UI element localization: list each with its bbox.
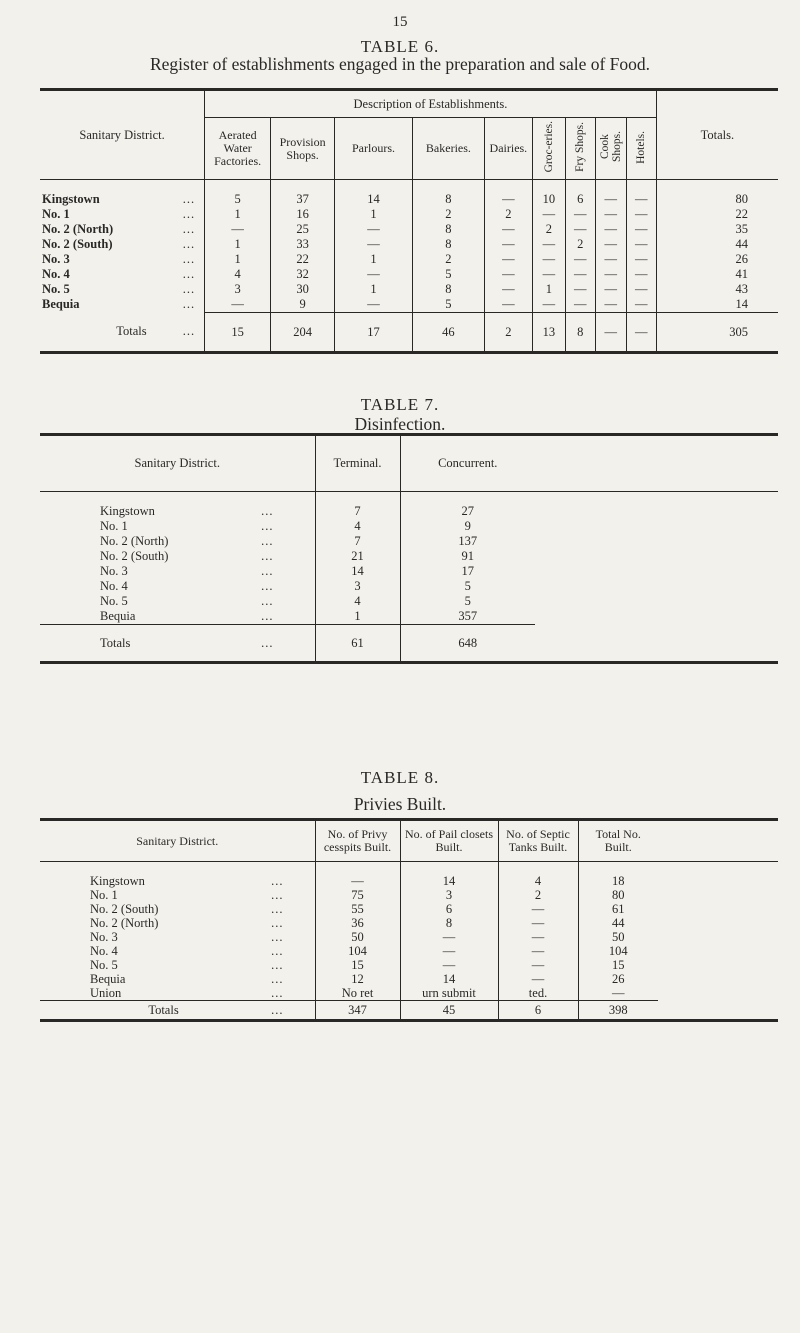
table-row: [40, 237, 778, 252]
district-name: Totals: [40, 625, 220, 663]
table8-title: TABLE 8.: [360, 768, 440, 787]
col-bakeries: Bakeries.: [412, 118, 484, 180]
leader-dots: ...: [182, 297, 196, 312]
value-cell: 22: [271, 252, 335, 267]
table-row: [40, 564, 778, 579]
table7-title: TABLE 7.: [360, 395, 440, 414]
value-cell: —: [595, 267, 626, 282]
value-cell: —: [484, 237, 532, 252]
district-name: No. 5: [90, 958, 118, 972]
district-name: No. 2 (North): [42, 222, 114, 236]
value-cell: 2: [565, 237, 595, 252]
table-row: [40, 972, 778, 986]
table-row: [40, 609, 778, 625]
value-cell: 204: [271, 313, 335, 353]
table-row: [40, 874, 778, 888]
value-cell: —: [335, 267, 413, 282]
leader-dots: ...: [271, 874, 284, 888]
value-cell: —: [626, 192, 656, 207]
district-name: No. 5: [100, 594, 128, 608]
value-cell: 8: [412, 282, 484, 297]
district-header: Sanitary District.: [79, 127, 165, 142]
pail-cell: 14: [400, 874, 498, 888]
col-aerated-water: Aerated Water Factories.: [205, 118, 271, 180]
leader-dots: ...: [271, 916, 284, 930]
district-name: No. 1: [42, 207, 70, 221]
table-row: [40, 958, 778, 972]
value-cell: —: [565, 222, 595, 237]
district-name: Kingstown: [42, 192, 100, 206]
row-total: 26: [656, 252, 778, 267]
district-name: No. 3: [100, 564, 128, 578]
leader-dots: ...: [261, 564, 274, 578]
value-cell: 2: [484, 207, 532, 222]
row-total: 22: [656, 207, 778, 222]
disinfection-table: [40, 433, 778, 664]
table-row: [40, 267, 778, 282]
district-name: No. 4: [100, 579, 128, 593]
terminal-cell: 7: [315, 504, 400, 519]
district-cell: [40, 237, 205, 252]
cesspits-cell: 104: [315, 944, 400, 958]
district-cell: [40, 313, 205, 353]
concurrent-cell: 5: [400, 594, 535, 609]
value-cell: 2: [412, 252, 484, 267]
value-cell: —: [532, 237, 565, 252]
value-cell: 10: [532, 192, 565, 207]
pail-cell: 45: [400, 1001, 498, 1021]
value-cell: —: [595, 237, 626, 252]
concurrent-cell: 27: [400, 504, 535, 519]
value-cell: —: [484, 282, 532, 297]
value-cell: 8: [565, 313, 595, 353]
terminal-cell: 61: [315, 625, 400, 663]
septic-cell: —: [498, 972, 578, 986]
value-cell: —: [595, 313, 626, 353]
district-cell: [40, 252, 205, 267]
total-cell: 104: [578, 944, 658, 958]
pail-cell: urn submit: [400, 986, 498, 1001]
leader-dots: ...: [182, 282, 196, 296]
terminal-cell: 14: [315, 564, 400, 579]
total-header: Total No. Built.: [578, 820, 658, 862]
concurrent-cell: 648: [400, 625, 535, 663]
value-cell: —: [532, 297, 565, 313]
row-total: 305: [656, 313, 778, 353]
pail-cell: —: [400, 944, 498, 958]
cesspits-cell: No ret: [315, 986, 400, 1001]
leader-dots: ...: [182, 207, 196, 221]
leader-dots: ...: [261, 519, 274, 533]
leader-dots: ...: [182, 237, 196, 251]
value-cell: 8: [412, 192, 484, 207]
district-name: Kingstown: [100, 504, 155, 518]
totals-row: [40, 1001, 778, 1021]
district-name: Union: [90, 986, 122, 1000]
table-row: [40, 252, 778, 267]
table6-subtitle: Register of establishments engaged in the preparation and sale of Food.: [149, 54, 651, 74]
leader-dots: ...: [261, 609, 274, 623]
concurrent-cell: 357: [400, 609, 535, 625]
value-cell: 15: [205, 313, 271, 353]
value-cell: 5: [412, 267, 484, 282]
page-number: 15: [392, 14, 408, 30]
district-name: No. 2 (South): [90, 902, 159, 916]
value-cell: 9: [271, 297, 335, 313]
col-cook-shops: Cook Shops.: [595, 118, 626, 180]
leader-dots: ...: [261, 504, 274, 518]
table-row: [40, 944, 778, 958]
table-row: [40, 297, 778, 313]
district-name: No. 1: [90, 888, 118, 902]
value-cell: 46: [412, 313, 484, 353]
total-cell: —: [578, 986, 658, 1001]
row-total: 44: [656, 237, 778, 252]
value-cell: 8: [412, 222, 484, 237]
concurrent-cell: 5: [400, 579, 535, 594]
total-cell: 50: [578, 930, 658, 944]
total-cell: 61: [578, 902, 658, 916]
value-cell: —: [595, 207, 626, 222]
terminal-cell: 4: [315, 594, 400, 609]
value-cell: —: [626, 237, 656, 252]
district-name: Totals: [40, 1001, 240, 1021]
district-name: No. 5: [42, 282, 70, 296]
cesspits-cell: 36: [315, 916, 400, 930]
table7-subtitle: Disinfection.: [354, 414, 446, 434]
value-cell: —: [626, 297, 656, 313]
value-cell: —: [565, 252, 595, 267]
total-cell: 18: [578, 874, 658, 888]
district-name: No. 2 (South): [100, 549, 169, 563]
value-cell: —: [595, 252, 626, 267]
leader-dots: ...: [271, 888, 284, 902]
pail-cell: 6: [400, 902, 498, 916]
terminal-cell: 1: [315, 609, 400, 625]
pail-header: No. of Pail closets Built.: [400, 820, 498, 862]
septic-cell: —: [498, 902, 578, 916]
value-cell: —: [595, 192, 626, 207]
leader-dots: ...: [182, 252, 196, 266]
septic-cell: —: [498, 944, 578, 958]
district-name: No. 4: [42, 267, 70, 281]
leader-dots: ...: [271, 972, 284, 986]
row-total: 14: [656, 297, 778, 313]
cesspits-cell: —: [315, 874, 400, 888]
table8-subtitle: Privies Built.: [353, 794, 447, 814]
value-cell: 2: [412, 207, 484, 222]
value-cell: 4: [205, 267, 271, 282]
value-cell: —: [335, 297, 413, 313]
value-cell: 5: [205, 192, 271, 207]
value-cell: 32: [271, 267, 335, 282]
row-total: 41: [656, 267, 778, 282]
total-cell: 26: [578, 972, 658, 986]
leader-dots: ...: [271, 958, 284, 972]
concurrent-header: Concurrent.: [400, 435, 535, 492]
pail-cell: —: [400, 958, 498, 972]
leader-dots: ...: [271, 986, 284, 1000]
row-total: 43: [656, 282, 778, 297]
value-cell: 8: [412, 237, 484, 252]
value-cell: 1: [335, 282, 413, 297]
value-cell: —: [626, 267, 656, 282]
district-name: No. 2 (North): [100, 534, 169, 548]
district-name: Bequia: [42, 297, 80, 312]
concurrent-cell: 17: [400, 564, 535, 579]
value-cell: —: [484, 297, 532, 313]
terminal-cell: 3: [315, 579, 400, 594]
value-cell: —: [626, 252, 656, 267]
totals-row: [40, 313, 778, 353]
district-name: Bequia: [100, 609, 136, 623]
septic-cell: —: [498, 930, 578, 944]
value-cell: 6: [565, 192, 595, 207]
table6-title: TABLE 6.: [360, 37, 440, 56]
value-cell: —: [626, 207, 656, 222]
table-row: [40, 519, 778, 534]
leader-dots: ...: [182, 324, 196, 339]
district-header: Sanitary District.: [40, 820, 315, 862]
leader-dots: ...: [271, 944, 284, 958]
table-row: [40, 282, 778, 297]
leader-dots: ...: [261, 534, 274, 548]
district-cell: [40, 192, 205, 207]
value-cell: —: [565, 207, 595, 222]
value-cell: —: [626, 222, 656, 237]
value-cell: —: [484, 252, 532, 267]
table-row: [40, 916, 778, 930]
table-row: [40, 579, 778, 594]
totals-row: [40, 625, 778, 663]
total-cell: 15: [578, 958, 658, 972]
septic-cell: 2: [498, 888, 578, 902]
value-cell: 33: [271, 237, 335, 252]
value-cell: —: [205, 222, 271, 237]
value-cell: —: [335, 222, 413, 237]
col-parlours: Parlours.: [335, 118, 413, 180]
district-name: No. 3: [42, 252, 70, 266]
septic-cell: —: [498, 916, 578, 930]
district-name: No. 3: [90, 930, 118, 944]
table-row: [40, 192, 778, 207]
district-cell: [40, 207, 205, 222]
leader-dots: ...: [271, 902, 284, 916]
value-cell: —: [532, 252, 565, 267]
total-cell: 398: [578, 1001, 658, 1021]
table-row: [40, 594, 778, 609]
cesspits-header: No. of Privy cesspits Built.: [315, 820, 400, 862]
table-row: [40, 888, 778, 902]
value-cell: —: [565, 297, 595, 313]
row-total: 80: [656, 192, 778, 207]
value-cell: 16: [271, 207, 335, 222]
terminal-header: Terminal.: [315, 435, 400, 492]
privies-built-table: [40, 818, 778, 1022]
leader-dots: ...: [182, 267, 196, 281]
district-cell: [40, 282, 205, 297]
district-cell: [40, 222, 205, 237]
value-cell: —: [565, 267, 595, 282]
leader-dots: ...: [271, 930, 284, 944]
cesspits-cell: 12: [315, 972, 400, 986]
food-establishments-table: [40, 88, 778, 354]
leader-dots: ...: [182, 192, 196, 206]
description-header: Description of Establishments.: [205, 90, 657, 118]
table-row: [40, 930, 778, 944]
value-cell: 3: [205, 282, 271, 297]
value-cell: 1: [335, 252, 413, 267]
table-row: [40, 207, 778, 222]
value-cell: 1: [205, 207, 271, 222]
district-name: Bequia: [90, 972, 126, 986]
value-cell: —: [532, 207, 565, 222]
terminal-cell: 21: [315, 549, 400, 564]
septic-cell: ted.: [498, 986, 578, 1001]
table-row: [40, 986, 778, 1001]
district-cell: [40, 297, 205, 313]
value-cell: 2: [532, 222, 565, 237]
pail-cell: 8: [400, 916, 498, 930]
col-hotels: Hotels.: [626, 118, 656, 180]
col-fry-shops: Fry Shops.: [565, 118, 595, 180]
value-cell: 14: [335, 192, 413, 207]
leader-dots: ...: [182, 222, 196, 236]
value-cell: —: [484, 222, 532, 237]
value-cell: 13: [532, 313, 565, 353]
value-cell: —: [626, 313, 656, 353]
concurrent-cell: 9: [400, 519, 535, 534]
value-cell: —: [205, 297, 271, 313]
septic-cell: 4: [498, 874, 578, 888]
concurrent-cell: 137: [400, 534, 535, 549]
septic-header: No. of Septic Tanks Built.: [498, 820, 578, 862]
row-total: 35: [656, 222, 778, 237]
value-cell: —: [595, 222, 626, 237]
district-name: Totals: [116, 324, 147, 339]
value-cell: —: [626, 282, 656, 297]
leader-dots: ...: [240, 1001, 315, 1021]
district-name: Kingstown: [90, 874, 145, 888]
value-cell: 1: [205, 252, 271, 267]
value-cell: —: [595, 297, 626, 313]
col-dairies: Dairies.: [484, 118, 532, 180]
septic-cell: 6: [498, 1001, 578, 1021]
pail-cell: 3: [400, 888, 498, 902]
value-cell: 2: [484, 313, 532, 353]
concurrent-cell: 91: [400, 549, 535, 564]
value-cell: —: [565, 282, 595, 297]
total-cell: 80: [578, 888, 658, 902]
leader-dots: ...: [261, 579, 274, 593]
table-row: [40, 902, 778, 916]
district-name: No. 2 (South): [42, 237, 113, 251]
value-cell: 30: [271, 282, 335, 297]
pail-cell: —: [400, 930, 498, 944]
cesspits-cell: 347: [315, 1001, 400, 1021]
district-name: No. 2 (North): [90, 916, 159, 930]
pail-cell: 14: [400, 972, 498, 986]
value-cell: 37: [271, 192, 335, 207]
value-cell: —: [484, 192, 532, 207]
value-cell: —: [484, 267, 532, 282]
value-cell: 1: [205, 237, 271, 252]
district-header: Sanitary District.: [40, 435, 315, 492]
value-cell: 25: [271, 222, 335, 237]
table-row: [40, 222, 778, 237]
value-cell: —: [532, 267, 565, 282]
district-cell: [40, 267, 205, 282]
district-name: No. 4: [90, 944, 118, 958]
cesspits-cell: 75: [315, 888, 400, 902]
terminal-cell: 4: [315, 519, 400, 534]
cesspits-cell: 55: [315, 902, 400, 916]
leader-dots: ...: [220, 625, 315, 663]
leader-dots: ...: [261, 594, 274, 608]
col-groceries: Groc-eries.: [532, 118, 565, 180]
terminal-cell: 7: [315, 534, 400, 549]
value-cell: 17: [335, 313, 413, 353]
totals-header: Totals.: [656, 90, 778, 180]
district-name: No. 1: [100, 519, 128, 533]
cesspits-cell: 15: [315, 958, 400, 972]
septic-cell: —: [498, 958, 578, 972]
value-cell: —: [335, 237, 413, 252]
value-cell: 1: [335, 207, 413, 222]
leader-dots: ...: [261, 549, 274, 563]
total-cell: 44: [578, 916, 658, 930]
value-cell: —: [595, 282, 626, 297]
value-cell: 5: [412, 297, 484, 313]
value-cell: 1: [532, 282, 565, 297]
table-row: [40, 534, 778, 549]
col-provision-shops: Provision Shops.: [271, 118, 335, 180]
table-row: [40, 504, 778, 519]
table-row: [40, 549, 778, 564]
cesspits-cell: 50: [315, 930, 400, 944]
